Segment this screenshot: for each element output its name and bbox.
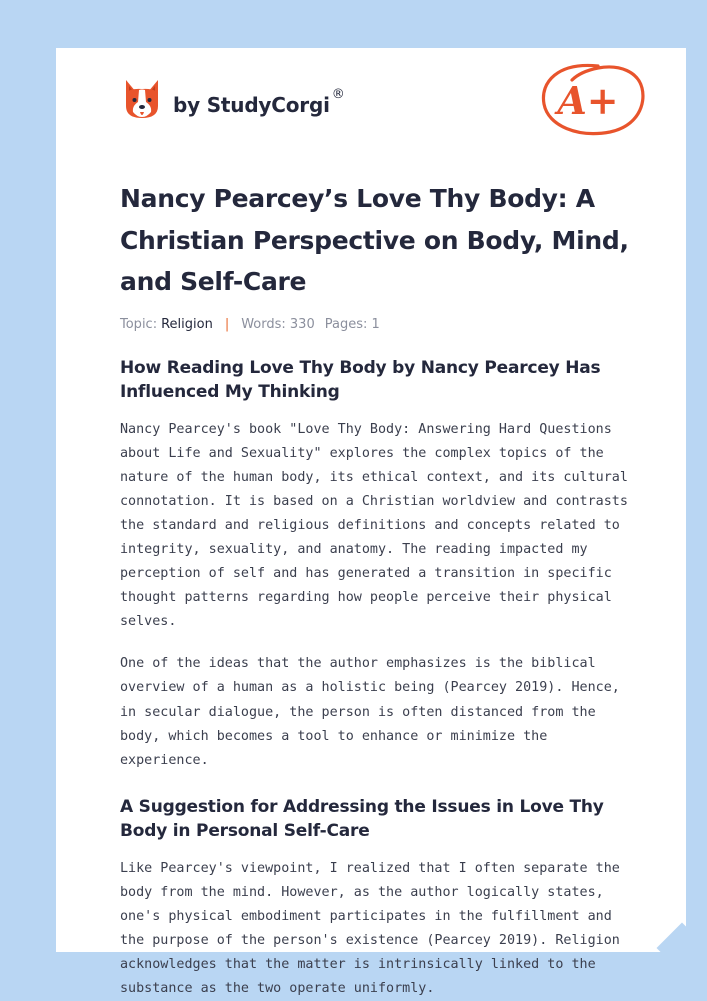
document-meta — [120, 317, 632, 332]
topic-link[interactable]: Religion — [161, 316, 213, 332]
trademark-symbol: ® — [331, 87, 345, 102]
paragraph: Like Pearcey's viewpoint, I realized that I often separate the body from the mind. However, as the author logically states, one's physical embodiment participates in the fulfillment and the purpose of the person's existence (Pearcey 2019). Religion acknowledges that the matter is intrinsically linked to the substance as the two operate uniformly. — [120, 860, 620, 997]
paragraph: One of the ideas that the author emphasizes is the biblical overview of a human as a holistic being (Pearcey 2019). Hence, in secular dialogue, the person is often distanced from the body, which becomes a tool to enhance or minimize the experience. — [120, 656, 620, 768]
topic-label: Topic: — [120, 316, 158, 332]
grade-text: A+ — [557, 78, 619, 123]
paragraph: Nancy Pearcey's book "Love Thy Body: Answering Hard Questions about Life and Sexuality" explores the complex topics of the nature of the human body, its ethical context, and its cultural connotation. It is based on a Christian worldview and contrasts the standard and religious definitions and concepts related to integrity, sexuality, and anatomy. The reading impacted my perception of self and has generated a transition in specific thought patterns regarding how people perceive their physical selves. — [120, 421, 628, 630]
page-corner-fold — [657, 923, 707, 974]
a-plus-grade-badge — [538, 60, 648, 140]
brand-name — [173, 87, 345, 117]
section-heading: A Suggestion for Addressing the Issues in Love Thy Body in Personal Self-Care — [120, 796, 604, 841]
meta-separator: | — [224, 316, 230, 332]
corgi-icon — [122, 76, 162, 122]
brand-text: by StudyCorgi — [173, 93, 330, 117]
document-page — [56, 48, 686, 997]
section-heading: How Reading Love Thy Body by Nancy Pearcey Has Influenced My Thinking — [120, 357, 601, 402]
word-count: Words: 330 — [241, 316, 315, 332]
page-count: Pages: 1 — [324, 316, 380, 332]
article — [120, 178, 632, 1001]
document-title: Nancy Pearcey’s Love Thy Body: A Christian Perspective on Body, Mind, and Self-Care — [120, 184, 629, 296]
studycorgi-logo[interactable] — [122, 76, 345, 122]
